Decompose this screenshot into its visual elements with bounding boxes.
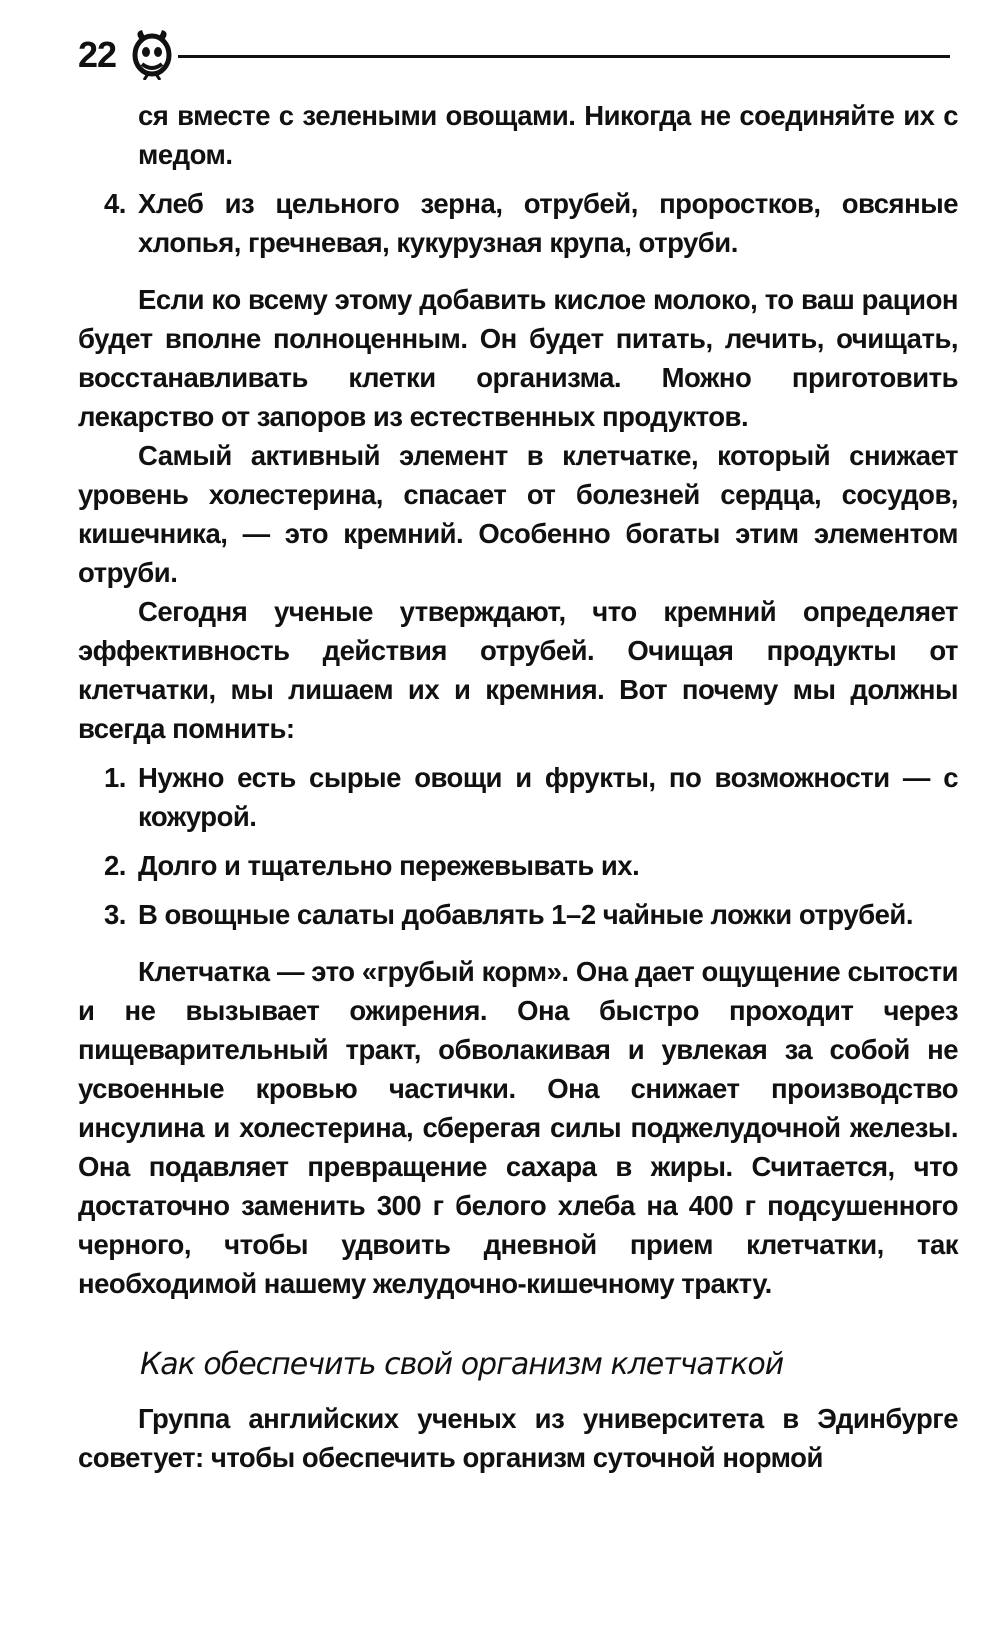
list-item [78,758,958,836]
first-numbered-list [78,184,958,262]
book-page [78,28,958,1477]
list-item-text: Нужно есть сырые овощи и фрукты, по возможности — с кожурой. [138,762,958,832]
paragraph: Клетчатка — это «грубый корм». Она дает ощущение сытости и не вызывает ожирения. Она быстро проходит через пищеварительный тракт, обволакивая и увлекая за собой не усвоенные кровью частички. Она снижает производство инсулина и холестерина, сберегая силы поджелудочной железы. Она подавляет превращение сахара в жиры. Считается, что достаточно заменить 300 г белого хлеба на 400 г подсушенного черного, чтобы удвоить дневной прием клетчатки, так необходимой нашему желудочно-кишечному тракту. [78,956,958,1299]
list-item [78,846,958,885]
list-item [78,184,958,262]
paragraph: Сегодня ученые утверждают, что кремний определяет эффективность действия отрубей. Очищая продукты от клетчатки, мы лишаем их и кремния. Вот почему мы должны всегда помнить: [78,596,958,744]
paragraph: Группа английских ученых из университета в Эдинбурге советует: чтобы обеспечить организм суточной нормой [78,1403,958,1473]
page-number: 22 [78,34,117,75]
list-item-text: Долго и тщательно пережевывать их. [138,850,640,881]
list-item-number: 4. [104,188,126,219]
header-rule [178,55,950,58]
list-item-number: 3. [104,899,126,930]
list-item-number: 2. [104,850,126,881]
paragraph: Самый активный элемент в клетчатке, который снижает уровень холестерина, спасает от болезней сердца, сосудов, кишечника, — это кремний. Особенно богаты этим элементом отруби. [78,440,958,588]
list-item-text: В овощные салаты добавлять 1–2 чайные ложки отрубей. [138,899,913,930]
page-body [78,96,958,1477]
page-header [78,28,958,84]
paragraph: Если ко всему этому добавить кислое молоко, то ваш рацион будет вполне полноценным. Он будет питать, лечить, очищать, восстанавливать клетки организма. Можно приготовить лекарство от запоров из естественных продуктов. [78,284,958,432]
list-item-number: 1. [104,762,126,793]
continued-text: ся вместе с зелеными овощами. Никогда не соединяйте их с медом. [138,100,958,170]
section-heading: Как обеспечить свой организм клетчаткой [140,1347,784,1382]
list-item [78,895,958,934]
second-numbered-list [78,758,958,934]
ornament-icon [128,28,176,80]
list-item-text: Хлеб из цельного зерна, отрубей, проростков, овсяные хлопья, гречневая, кукурузная крупа, отруби. [138,188,958,258]
